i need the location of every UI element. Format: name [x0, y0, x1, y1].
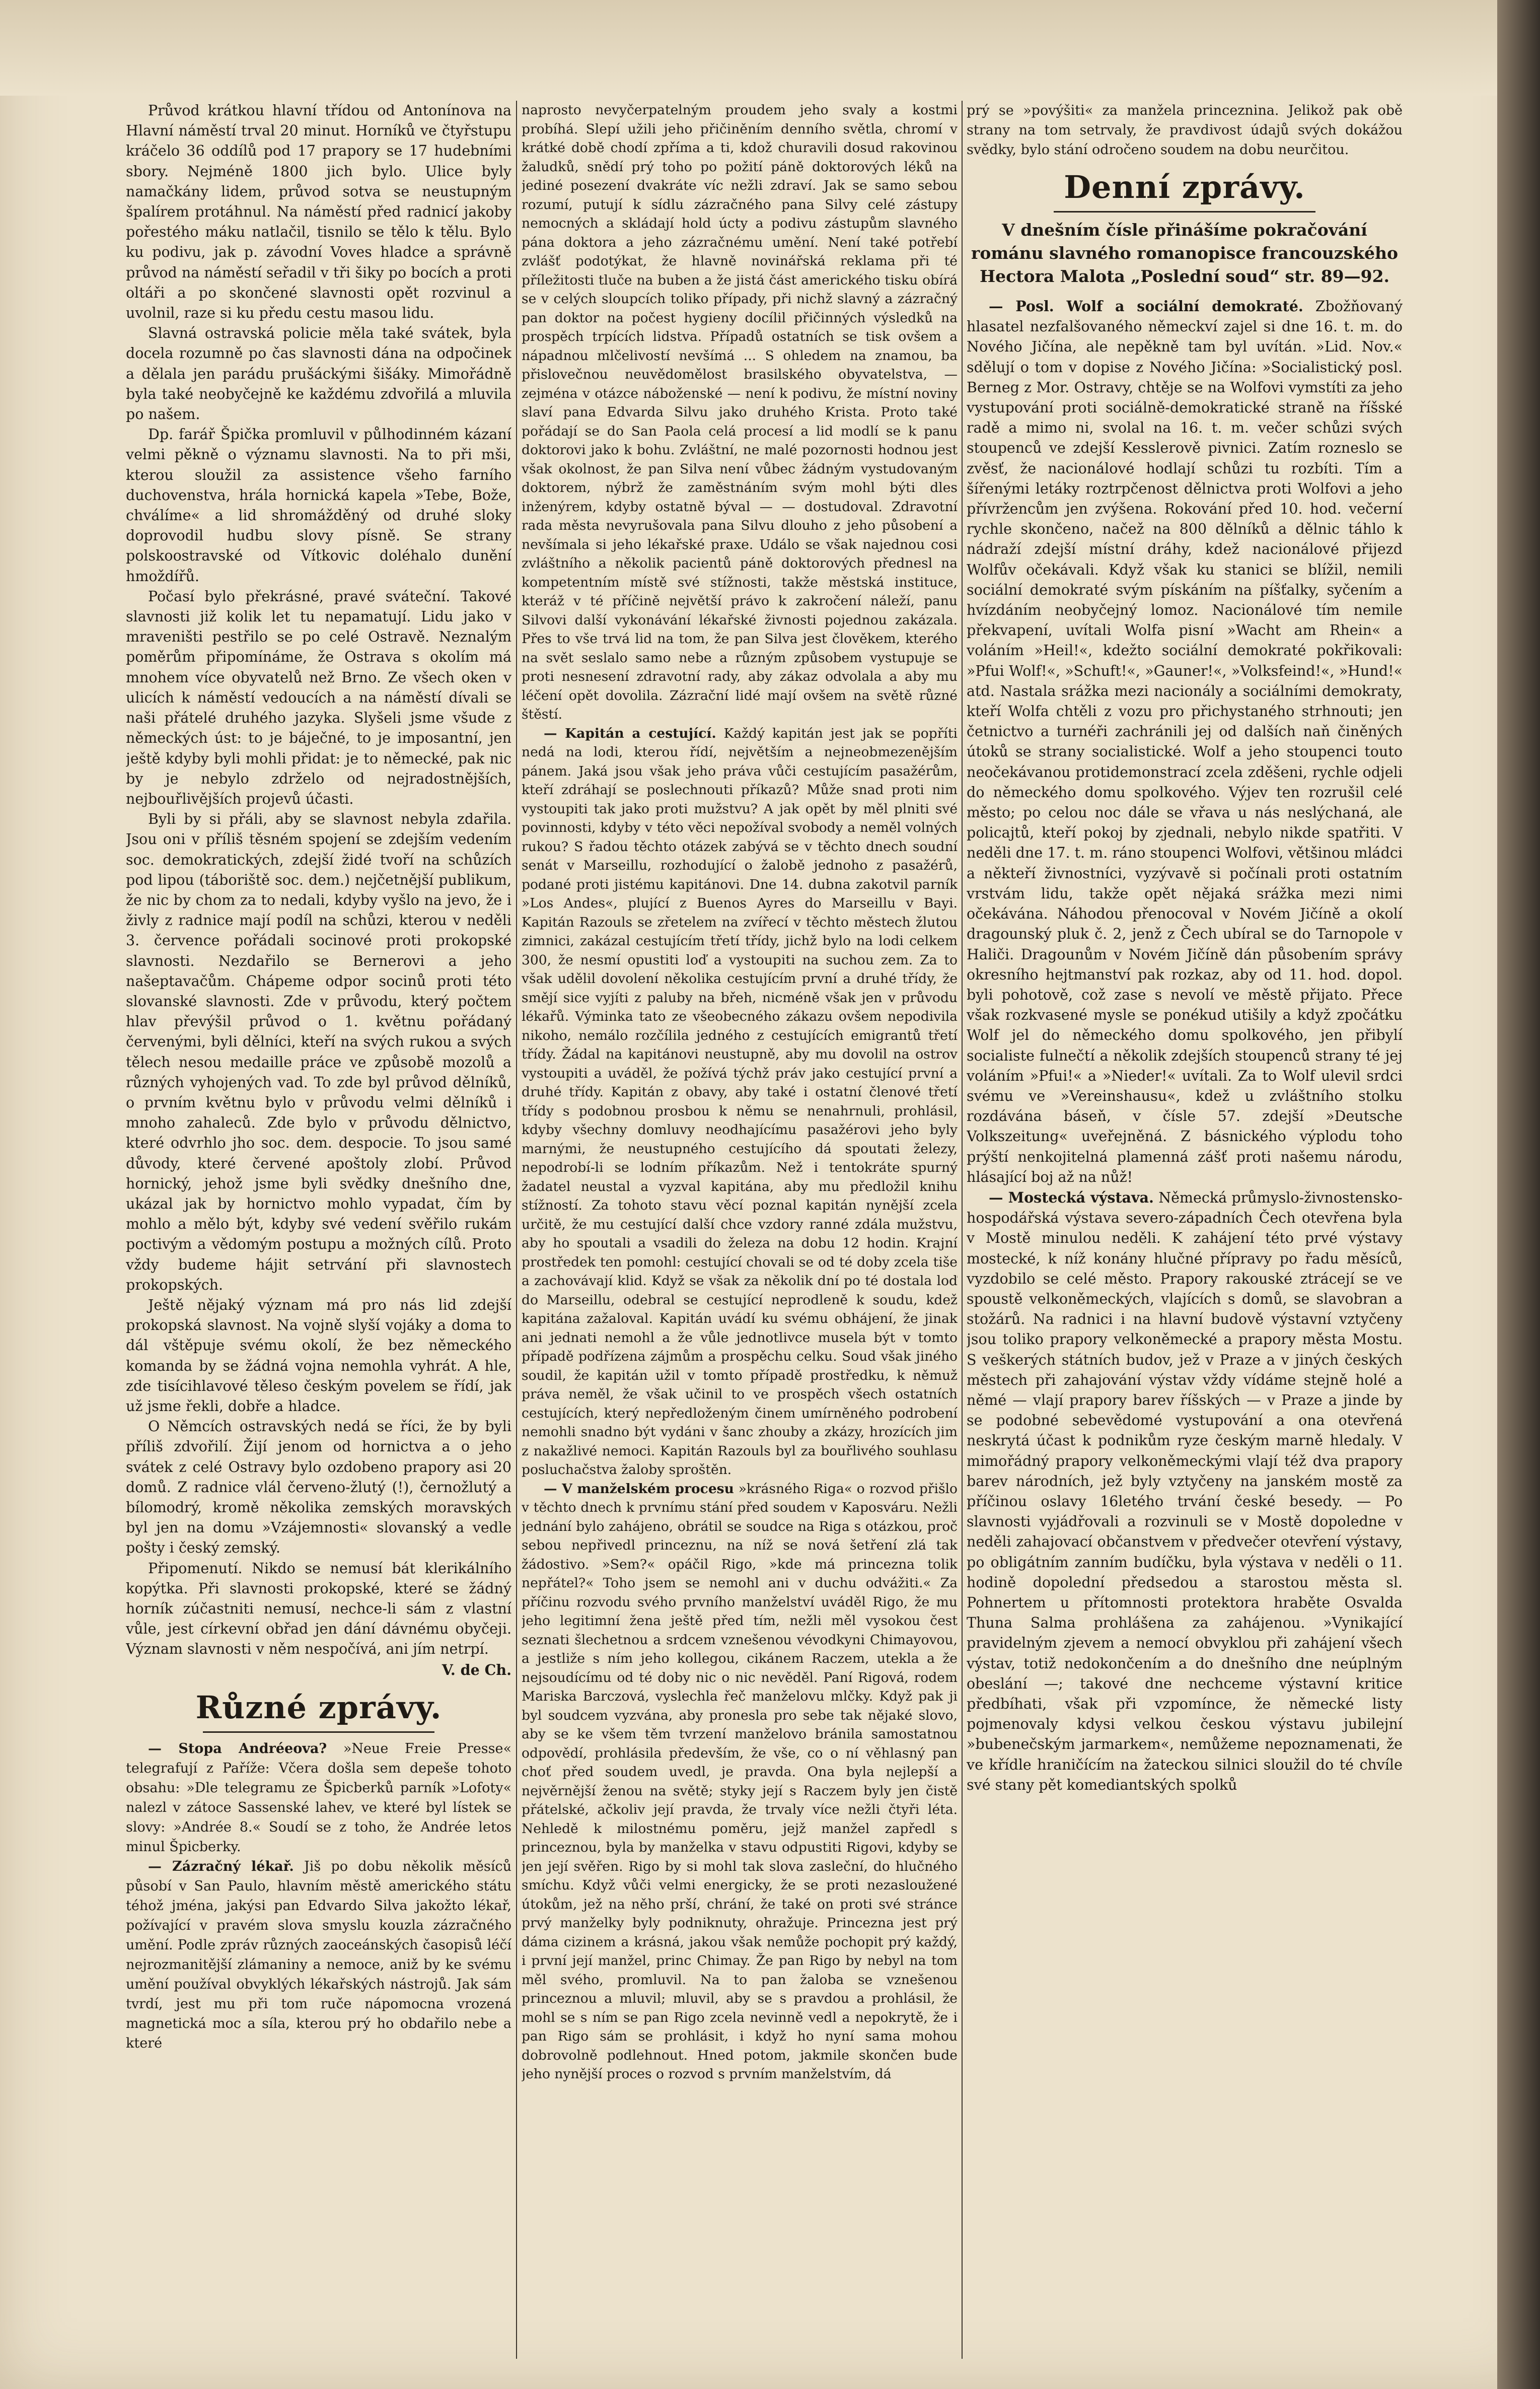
- serial-notice: V dnešním čísle přinášíme pokračování románu slavného romanopisce francouzského Hectora Malota „Poslední soud“ str. 89—92.: [971, 220, 1399, 286]
- page-top-margin: [0, 0, 1540, 96]
- section-rule: [1054, 211, 1315, 213]
- column-2: [522, 101, 958, 2369]
- article-paragraph: naprosto nevyčerpatelným proudem jeho svaly a kostmi probíhá. Slepí užili jeho přičiněním denního světla, chromí v krátké době chodí zpříma a ti, kdož churavili dosud rakovinou žaludků, snědí prý toho po požití páně doktorových léků na jediné posezení dvakráte víc nežli zdraví. Jak se samo sebou rozumí, putují k sídlu zázračného pana Silvy celé zástupy nemocných a skládají hold úcty a podivu zástupům slavného pána doktora a jeho zázračnému umění. Není také potřebí zvlášť podotýkat, že hlavně novinářská reklama při té příležitosti tluče na buben a že jistá část amerického tisku obírá se v celých sloupcích toliko případy, při nichž slavný a zázračný pan doktor na počest hygieny docílil přičinných výsledků na prospěch trpících lidstva. Případů ostatních se tisk ovšem a nápadnou mlčelivostí nevšímá ... S ohledem na znamou, ba přislovečnou neuvědomělost brasilského obyvatelstva, — zejména v otázce náboženské — není k podivu, že místní noviny slaví pana Edvarda Silvu jako druhého Krista. Proto také pořádají se do San Paola celá procesí a lid modlí se k panu doktorovi jako k bohu. Zvláštní, ne malé pozornosti hodnou jest však okolnost, že pan Silva není vůbec žádným vystudovaným doktorem, nýbrž že zaměstnáním svým mohl býti dles inženýrem, kdyby ostatně býval — — dostudoval. Zdravotní rada města nevyrušovala pana Silvu dlouho z jeho působení a nevšímala si jeho lékařské praxe. Událo se však najednou cosi zvláštního a několik pacientů páně doktorových přednesl na kompetentním místě své stížnosti, takže městská instituce, kteráž v té příčině největší právo k zakročení náleží, panu Silvovi další vykonávání lékařské živnosti pojednou zakázala. Přes to vše trvá lid na tom, že pan Silva jest člověkem, kterého na svět seslalo samo nebe a různým způsobem vystupuje se proti nesnesení zdravotní rady, aby zákaz odvolala a aby mu léčení opět dovolila. Zázrační lidé mají ovšem na světě různé štěstí.: [522, 102, 958, 722]
- article-paragraph: Slavná ostravská policie měla také svátek, byla docela rozumně po čas slavnosti dána na odpočinek a dělala jen parádu prušáckými šišáky. Mimořádně byla také neobyčejně ke každému zdvořilá a mluvila po našem.: [126, 325, 511, 423]
- article-paragraph: O Němcích ostravských nedá se říci, že by byli příliš zdvořilí. Žijí jenom od hornictva a o jeho svátek z celé Ostravy bylo ozdobeno prapory asi 20 domů. Z radnice vlál červeno-žlutý (!), černožlutý a bílomodrý, kromě několika zemských moravských byl jen na domu »Vzájemnosti« slovanský a vedle pošty i český zemský.: [126, 1418, 511, 1557]
- column-divider: [516, 101, 517, 2359]
- article-paragraph: Ještě nějaký význam má pro nás lid zdejší prokopská slavnost. Na vojně slyší vojáky a doma to dál vštěpuje svému okolí, že bez německého komanda by se žádná vojna nemohla vyhrát. A hle, zde tisícihlavové těleso českým povelem se řídí, jak už jsme řekli, dobře a hladce.: [126, 1296, 511, 1415]
- section-rule: [203, 1731, 434, 1733]
- news-item: [126, 1739, 511, 1857]
- news-item-title: — Stopa Andréeova?: [148, 1740, 327, 1756]
- article-paragraph: prý se »povýšiti« za manžela princeznina. Jelikož pak obě strany na tom setrvaly, že pravdivost údajů svých dokážou svědky, bylo stání odročeno soudem na dobu neurčitou.: [967, 103, 1403, 158]
- news-item: [967, 1187, 1403, 1795]
- news-item: [967, 296, 1403, 1187]
- news-item-title: — Posl. Wolf a sociální demokraté.: [989, 298, 1303, 315]
- news-item-title: — Kapitán a cestující.: [544, 725, 716, 741]
- article-paragraph: Průvod krátkou hlavní třídou od Antonínova na Hlavní náměstí trval 20 minut. Horníků ve čtyřstupu kráčelo 36 oddílů pod 17 prapory se 17 hudebními sbory. Nejméně 1800 jich bylo. Ulice byly namačkány lidem, průvod sotva se neustupným špalírem protáhnul. Na náměstí před radnicí jakoby pořestého máku natlačil, tisnilo se tělo k tělu. Bylo ku podivu, jak p. závodní Voves hladce a správně průvod na náměstí seřadil v tři šiky po bocích a proti oltáři a po skončené slavnosti opět rozvinul a uvolnil, raze si ku předu cestu masou lidu.: [126, 102, 511, 322]
- news-item: [522, 724, 958, 1480]
- news-item: [126, 1857, 511, 2053]
- section-title-denni-zpravy: Denní zprávy.: [1064, 169, 1305, 205]
- column-divider: [962, 101, 963, 2359]
- news-item-text: Každý kapitán jest jak se popříti nedá na lodi, kterou řídí, největším a nejneobmezenějším pánem. Jaká jsou však jeho práva vůči cestujícím pasažérům, kteří zdráhají se poslechnouti příkazů? Může snad proti nim vystoupiti tak jako proti mužstvu? A jak opět by měl plniti své povinnosti, kdyby v této věci nepožíval svobody a neměl volných rukou? S řadou těchto otázek zabývá se v těchto dnech soudní senát v Marseillu, rozhodující o žalobě jednoho z pasažérů, podané proti jistému kapitánovi. Dne 14. dubna zakotvil parník »Los Andes«, plující z Buenos Ayres do Marseillu v Bayi. Kapitán Razouls se zřetelem na zvířecí v těchto městech žlutou zimnici, zakázal cestujícím třetí třídy, jichž bylo na lodi celkem 300, že nesmí opustiti loď a vystoupiti na suchou zem. Za to však udělil dovolení několika cestujícím první a druhé třídy, že smějí sice vyjíti z paluby na břeh, nicméně však jen v průvodu lékařů. Výminka tato ze všeobecného zákazu ovšem nepodivila nikoho, nemálo rozčílila jedného z cestujících emigrantů třetí třídy. Žádal na kapitánovi neustupně, aby mu dovolil na ostrov vystoupiti a uváděl, že požívá týchž práv jako cestující první a druhé třídy. Kapitán z obavy, aby také i ostatní členové třetí třídy s podobnou prosbou k němu se nenahrnuli, prohlásil, kdyby všechny domluvy neodhajícímu pasažérovi jeho byly marnými, že neustupného cestujícího dá spoutati železy, nepodrobí-li se lodním příkazům. Než i tentokráte spurný žadatel neustal a vyzval kapitána, aby mu předložil knihu stížností. Za tohoto stavu věcí poznal kapitán nynější zcela určitě, že mu cestující další chce vzdory ranné zdála mužstvu, aby ho spoutali a vsadili do železa na dobu 12 hodin. Krajní prostředek ten pomohl: cestující chovali se od té doby zcela tiše a zachovávají klid. Když se však za několik dní po té dostala loď do Marseillu, odebral se cestující neprodleně k soudu, kdež kapitána zažaloval. Kapitán uvádí ku svému obhájení, že jinak ani jednati nemohl a že vůle jednotlivce musela být v tomto případě podřízena zájmům a prospěchu celku. Soud však jiného soudil, že kapitán užil v tomto případě prostředku, k němuž práva neměl, že však učinil to ve prospěch všech ostatních cestujících, který nepředloženým činem umírněného podrobení nemohli snadno být vydáni v šanc zhouby a zkázy, hrozících jim z nakažlivé nemoci. Kapitán Razouls byl za bouřlivého souhlasu posluchačstva žaloby sproštěn.: [522, 725, 958, 1478]
- news-item-text: Zbožňovaný hlasatel nezfalšovaného německví zajel si dne 16. t. m. do Nového Jičína, ale nepěkně tam byl uvítán. »Lid. Nov.« sdělují o tom v dopise z Nového Jičína: »Socialistický posl. Berneg z Mor. Ostravy, chtěje se na Wolfovi vymstíti za jeho vystupování proti sociálně-demokratické straně na říšské radě a mimo ni, svolal na 16. t. m. večer schůzi svých stoupenců ve zdejší Kesslerově pivnici. Zatím rozneslo se zvěsť, že nacionálové hodlají schůzi tu rozbíti. Tím a šířenými letáky roztrpčenost dělnictva proti Wolfovi a jeho přívržencům jen zvýšena. Rokování před 10. hod. večerní rychle skončeno, načež na 800 dělníků a dělnic táhlo k nádraží zdejší místní dráhy, kdež nacionálové přijezd Wolfův očekávali. Když však ku stanici se blížil, nemili sociální demokraté svým pískáním na píšťalky, syčením a hvízdáním neobyčejný lomoz. Nacionálové tím nemile překvapení, uvítali Wolfa pisní »Wacht am Rhein« a voláním »Heil!«, kdežto sociální demokraté pokřikovali: »Pfui Wolf!«, »Schuft!«, »Gauner!«, »Volksfeind!«, »Hund!« atd. Nastala srážka mezi nacionály a sociálními demokraty, kteří Wolfa chtěli z vozu pro přichystaného strhnouti; jen četnictvo a turnéři zachránili jej od dalších naň činěných útoků se strany socialistické. Wolf a jeho stoupenci touto neočekávanou protidemonstrací zcela zděšeni, rychle odjeli do německého domu spolkového. Výjev ten rozrušil celé město; po celou noc dále se vřava u nás neslýchaná, ale policajtů, kteří pokoj by zjednali, nebylo nikde spatřiti. V neděli dne 17. t. m. ráno stoupenci Wolfovi, většinou mládci a někteří živnostníci, vyzývavě si počínali proti ostatním vrstvám lidu, takže opět nějaká srážka mezi nimi očekávána. Náhodou přenocoval v Novém Jičíně a okolí dragounský pluk č. 2, jenž z Čech ubíral se do Tarnopole v Haliči. Dragounům v Novém Jičíně dán působením správy okresního hejtmanství pak rozkaz, aby od 11. hod. dopol. byli pohotově, což zase s nevolí ve městě přijato. Přece však rozkvasené mysle se ponékud utišily a když zpočátku Wolf jel do německého domu spolkového, jen přibylí socialiste fulnečtí a několik zdejších stoupenců strany té jej voláním »Pfui!« a »Nieder!« uvítali. Za to Wolf ulevil srdci svému ve »Vereinshausu«, kdež u zvláštního stolku rozdávána báseň, v čísle 57. zdejší »Deutsche Volkszeitung« uveřejněná. Z básnického výplodu toho prýští nenkojitelná plamenná zášť proti našemu národu, hlásající boj až na nůž!: [967, 298, 1403, 1185]
- article-paragraph: Připomenutí. Nikdo se nemusí bát klerikálního kopýtka. Při slavnosti prokopské, které se žádný horník zúčastniti nemusí, nechce-li sám z vlastní vůle, jest církevní obřad jen dání dávnému obyčeji. Význam slavnosti v něm nespočívá, ani jím netrpí.: [126, 1560, 511, 1658]
- news-item-title: — Zázračný lékař.: [148, 1858, 294, 1874]
- column-3: [967, 101, 1403, 2369]
- news-item-title: — Mostecká výstava.: [989, 1188, 1154, 1206]
- news-item-title: — V manželském procesu: [544, 1481, 734, 1497]
- article-paragraph: Byli by si přáli, aby se slavnost nebyla zdařila. Jsou oni v příliš těsném spojení se zdejším vedením soc. demokratických, zdejší židé tvoří na schůzích pod lipou (táboriště soc. dem.) nejčetnější publikum, že nic by chom za to nedali, kdyby vyšlo na jevo, že i živly z radnice mají podíl na schůzi, kterou v neděli 3. července pořádali socinové proti prokopské slavnosti. Nezdařilo se Bernerovi a jeho našeptavačům. Chápeme odpor socinů proti této slovanské slavnosti. Zde v průvodu, který počtem hlav převýšil průvod o 1. květnu pořádaný červenými, byli dělníci, kteří na svých rukou a svých tělech nesou medaille práce ve způsobě mozolů a různých vyhojených vad. To zde byl průvod dělníků, o prvním květnu bylo v průvodu velmi dělníků i mnoho zahaleců. Zde bylo v průvodu dělnictvo, které odvrhlo jho soc. dem. despocie. To jsou samé důvody, které červené apoštoly zlobí. Průvod hornický, jehož jsme byli svědky dnešního dne, ukázal jak by hornictvo mohlo vypadat, čím by mohlo a mělo být, kdyby své vedení svěřilo rukám poctivým a vědomým postupu a možných cílů. Proto vždy budeme hájit setrvání při slavnostech prokopských.: [126, 811, 511, 1293]
- column-1: [126, 101, 511, 2369]
- news-item: [522, 1480, 958, 2084]
- news-item-text: »krásného Riga« o rozvod přišlo v těchto dnech k prvnímu stání před soudem v Kaposváru. Nežli jednání bylo zahájeno, obrátil se soudce na Riga s otázkou, proč sebou nepřivedl princeznu, na níž se nová šetření zlá tak žádostivo. »Sem?« opáčil Rigo, »kde má princezna tolik nepřátel?« Toho jsem se nemohl ani v duchu odvážiti.« Za příčinu rozvodu svého prvního manželství uváděl Rigo, že mu jeho legitimní žena ještě před tím, nežli měl vysokou čest seznati šlechetnou a srdcem vznešenou vévodkyni Chimayovou, a jestliže s ním jeho kollegou, cikánem Raczem, utekla a že nejsoudícímu od té doby nic o nic nevěděl. Paní Rigová, rodem Mariska Barczová, vyslechla řeč manželovu mlčky. Když pak ji byl soudcem vyzvána, aby pronesla pro sebe tak nějaké slovo, aby se ke všem těm tvrzení manželovo bránila samostatnou odpovědí, prohlásila především, že vše, co o ní věhlasný pan choť před soudem uvedl, je pravda. Ona byla nejlepší a nejvěrnější ženou na světě; styky její s Raczem byly jen čistě přátelské, ačkoliv její pravda, že trvaly více nežli čtyři léta. Nehledě k milostnému poměru, jejž manžel zapředl s princeznou, byla by manželka v stavu odpustiti Rigovi, kdyby se jen její svěřen. Rigo by si mohl tak slova zasleční, do hlučného smíchu. Když vůči velmi energicky, že se proti nezasloužené útokům, jež na něho prší, chrání, že také on proti své stránce prvý manželky byly podniknuty, ohražuje. Princezna jest prý dáma cizinem a krásná, jakou však nemůže pochopit prý každý, i první její manžel, princ Chimay. Že pan Rigo by nebyl na tom měl svého, promluvil. Na to pan žaloba se vznešenou princeznou a mluvil; mluvil, aby se s pravdou a prohlásil, že mohl se s ním se pan Rigo zcela nevinně vedl a nepokrytě, že i pan Rigo sám se prohlásit, i když ho nyní sama mohou dobrovolně podlehnout. Hned potom, jakmile skončen bude jeho nynější proces o rozvod s prvním manželstvím, dá: [522, 1481, 958, 2082]
- article-signature: V. de Ch.: [442, 1661, 511, 1678]
- article-paragraph: Dp. farář Špička promluvil v půlhodinném kázaní velmi pěkně o významu slavnosti. Na to při mši, kterou sloužil za assistence všeho farního duchovenstva, hrála hornická kapela »Tebe, Bože, chválíme« a lid shromážděný od druhé sloky doprovodil hudbu slovy písně. Se strany polskoostravské od Vítkovic doléhalo dunění hmoždířů.: [126, 426, 511, 585]
- section-title-ruzne-zpravy: Různé zprávy.: [195, 1689, 442, 1726]
- news-item-text: Německá průmyslo-živnostensko-hospodářská výstava severo-západních Čech otevřena byla v Mostě minulou neděli. K zahájení této prvé výstavy mostecké, k níž konány hlučné přípravy po řadu měsíců, vyzdobilo se celé město. Prapory rakouské ztrácejí se ve spoustě velkoněmeckých, vlajících s domů, se slavobran a stožárů. Na radnici i na hlavní budově výstavní vztyčeny jsou toliko prapory velkoněmecké a prapory města Mostu. S veškerých státních budov, jež v Praze a v jiných českých městech při zahajování výstav vždy vídáme stejně holé a němé — vlají prapory barev říšských — v Praze a jinde by se podobné sebevědomé vystupování a ona otevřená neskrytá účast k podnikům ryze českým marně hledaly. V mimořádný prapory velkoněmeckými vlají též dva prapory barev národních, jež byly vztyčeny na janském mostě za příčinou oslavy 16letého trvání české besedy. — Po slavnosti vyjádřovali a rozvinuli se v Mostě dopoledne v neděli zahajovací občanstvem v předvečer otevření výstavy, po obligátním zanním budíčku, byla výstava v neděli o 11. hodině dopolední předsedou a starostou města sl. Pohnertem u přítomnosti protektora hraběte Osvalda Thuna Salma prohlášena za zahájenou. »Vynikající pravidelným zjevem a nemocí obvyklou při zahájení všech výstav, totiž nedokončením a do dnešního dne neúplným obeslání —; takové dne nechceme výstavní kritice předbíhati, však při vzpomínce, že německé listy pojmenovaly kdysi velkou českou výstavu jubilejní »bubenečským jarmarkem«, nemůžeme nepoznamenati, že ve křídle hraničícím na žateckou silnici sloužil do té chvíle své stany pět komediantských spolků: [967, 1189, 1403, 1793]
- article-paragraph: Počasí bylo překrásné, pravé sváteční. Takové slavnosti již kolik let tu nepamatují. Lidu jako v mraveništi pestřilo se po celé Ostravě. Neznalým poměrům připomínáme, že Ostrava s okolím má mnohem více obyvatelů než Brno. Ze všech oken v ulicích k náměstí vedoucích a na náměstí dívali se naši přátelé druhého jazyka. Slyšeli jsme všude z německých úst: to je báječné, to je imposantní, jen ještě kdyby byli mohli přidat: je to německé, pak nic by je nebylo zdrželo od nejradostnějších, nejbouřlivějších projevů účasti.: [126, 588, 511, 807]
- news-item-text: »Neue Freie Presse« telegrafují z Paříže: Včera došla sem depeše tohoto obsahu: »Dle telegramu ze Špicberků parník »Lofoty« nalezl v zátoce Sassenské lahev, ve které byl lístek se slovy: »Andrée 8.« Soudí se z toho, že Andrée letos minul Špicberky.: [126, 1740, 511, 1855]
- news-item-text: Jiš po dobu několik měsíců působí v San Paulo, hlavním městě amerického státu téhož jména, jakýsi pan Edvardo Silva jakožto lékař, požívající v pravém slova smyslu kouzla zázračného umění. Podle zpráv různých zaoceánských časopisů léčí nejrozmanitější zlámaniny a nemoce, aniž by ke svému umění používal obvyklých lékařských nástrojů. Jak sám tvrdí, jest mu při tom ruče nápomocna vrozená magnetická moc a síla, kterou prý ho obdařilo nebe a které: [126, 1858, 511, 2051]
- binding-edge: [1497, 0, 1540, 2389]
